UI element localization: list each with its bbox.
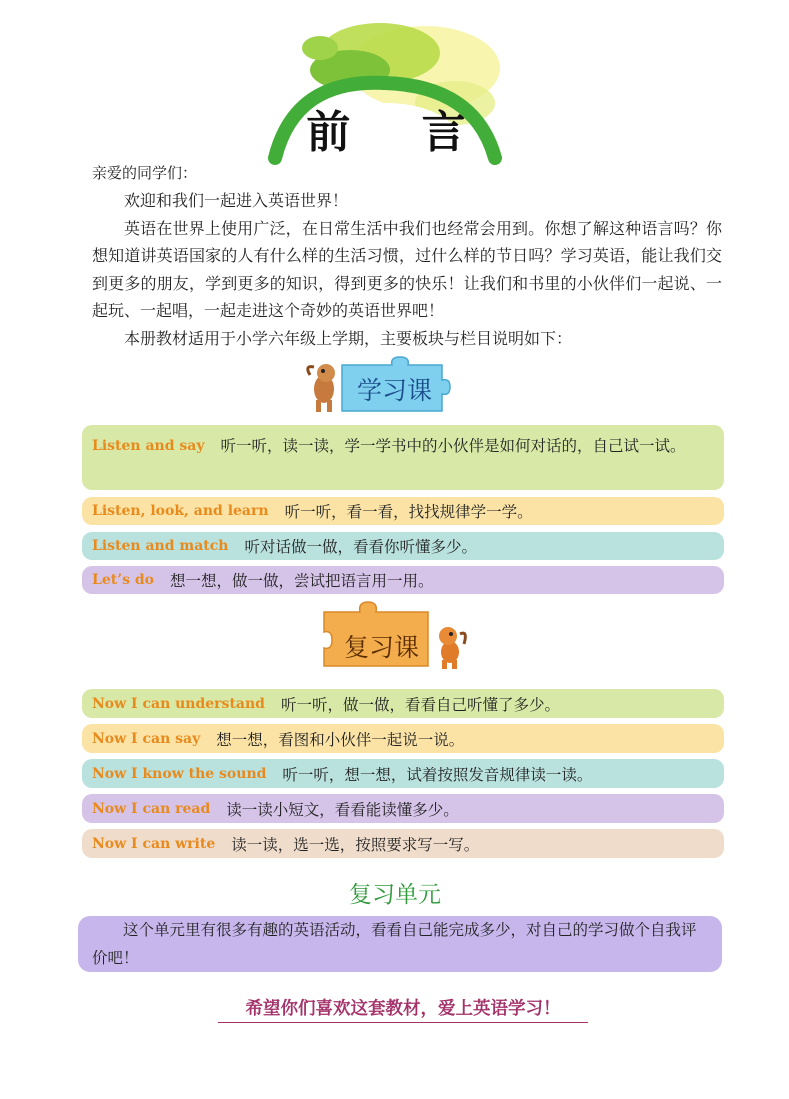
list-item <box>82 532 724 560</box>
item-description: 听对话做一做，看看你听懂多少。 <box>244 538 477 556</box>
list-item <box>82 829 724 858</box>
page-title: 前 言 <box>306 107 494 158</box>
item-description: 想一想，做一做，尝试把语言用一用。 <box>169 572 434 590</box>
item-description: 读一读小短文，看看能读懂多少。 <box>226 800 459 819</box>
list-item <box>82 566 724 594</box>
item-description: 听一听，看一看，找找规律学一学。 <box>284 503 533 521</box>
intro-text <box>92 187 722 352</box>
intro-paragraph: 欢迎和我们一起进入英语世界！ <box>124 191 349 210</box>
review-unit-text: 这个单元里有很多有趣的英语活动，看看自己能完成多少，对自己的学习做个自我评价吧！ <box>92 921 697 967</box>
list-item <box>82 425 724 490</box>
item-english: Now I know the sound <box>92 765 267 782</box>
list-item <box>82 759 724 788</box>
list-item <box>82 689 724 718</box>
item-english: Now I can read <box>92 800 211 817</box>
list-item <box>82 497 724 525</box>
item-english: Listen, look, and learn <box>92 503 269 519</box>
list-item <box>82 724 724 753</box>
item-english: Now I can write <box>92 835 216 852</box>
item-english: Listen and match <box>92 538 229 554</box>
lesson-badge <box>302 355 452 417</box>
intro-paragraph: 英语在世界上使用广泛，在日常生活中我们也经常会用到。你想了解这种语言吗？你想知道讲英语国家的人有什么样的生活习惯，过什么样的节日吗？学习英语，能让我们交到更多的朋友，学到更多的知识，得到更多的快乐！让我们和书里的小伙伴们一起说、一起玩、一起唱，一起走进这个奇妙的英语世界吧！ <box>92 218 722 320</box>
item-english: Let’s do <box>92 572 154 588</box>
item-description: 读一读，选一选，按照要求写一写。 <box>231 835 480 854</box>
item-description: 听一听，想一想，试着按照发音规律读一读。 <box>282 765 593 784</box>
intro-paragraph: 本册教材适用于小学六年级上学期，主要板块与栏目说明如下： <box>124 328 573 348</box>
closing-message: 希望你们喜欢这套教材，爱上英语学习！ <box>218 995 588 1023</box>
review-badge-label: 复习课 <box>344 633 420 662</box>
item-description: 听一听，做一做，看看自己听懂了多少。 <box>280 695 560 714</box>
lesson-badge-label: 学习课 <box>357 376 433 405</box>
item-description: 想一想，看图和小伙伴一起说一说。 <box>216 730 465 749</box>
list-item <box>82 794 724 823</box>
review-unit-box <box>78 916 722 972</box>
item-english: Now I can understand <box>92 695 265 712</box>
item-english: Listen and say <box>92 438 205 454</box>
review-unit-heading: 复习单元 <box>349 882 441 908</box>
item-english: Now I can say <box>92 730 201 747</box>
review-badge <box>320 600 470 662</box>
item-description: 听一听，读一读，学一学书中的小伙伴是如何对话的，自己试一试。 <box>220 437 686 455</box>
greeting: 亲爱的同学们： <box>92 164 198 182</box>
